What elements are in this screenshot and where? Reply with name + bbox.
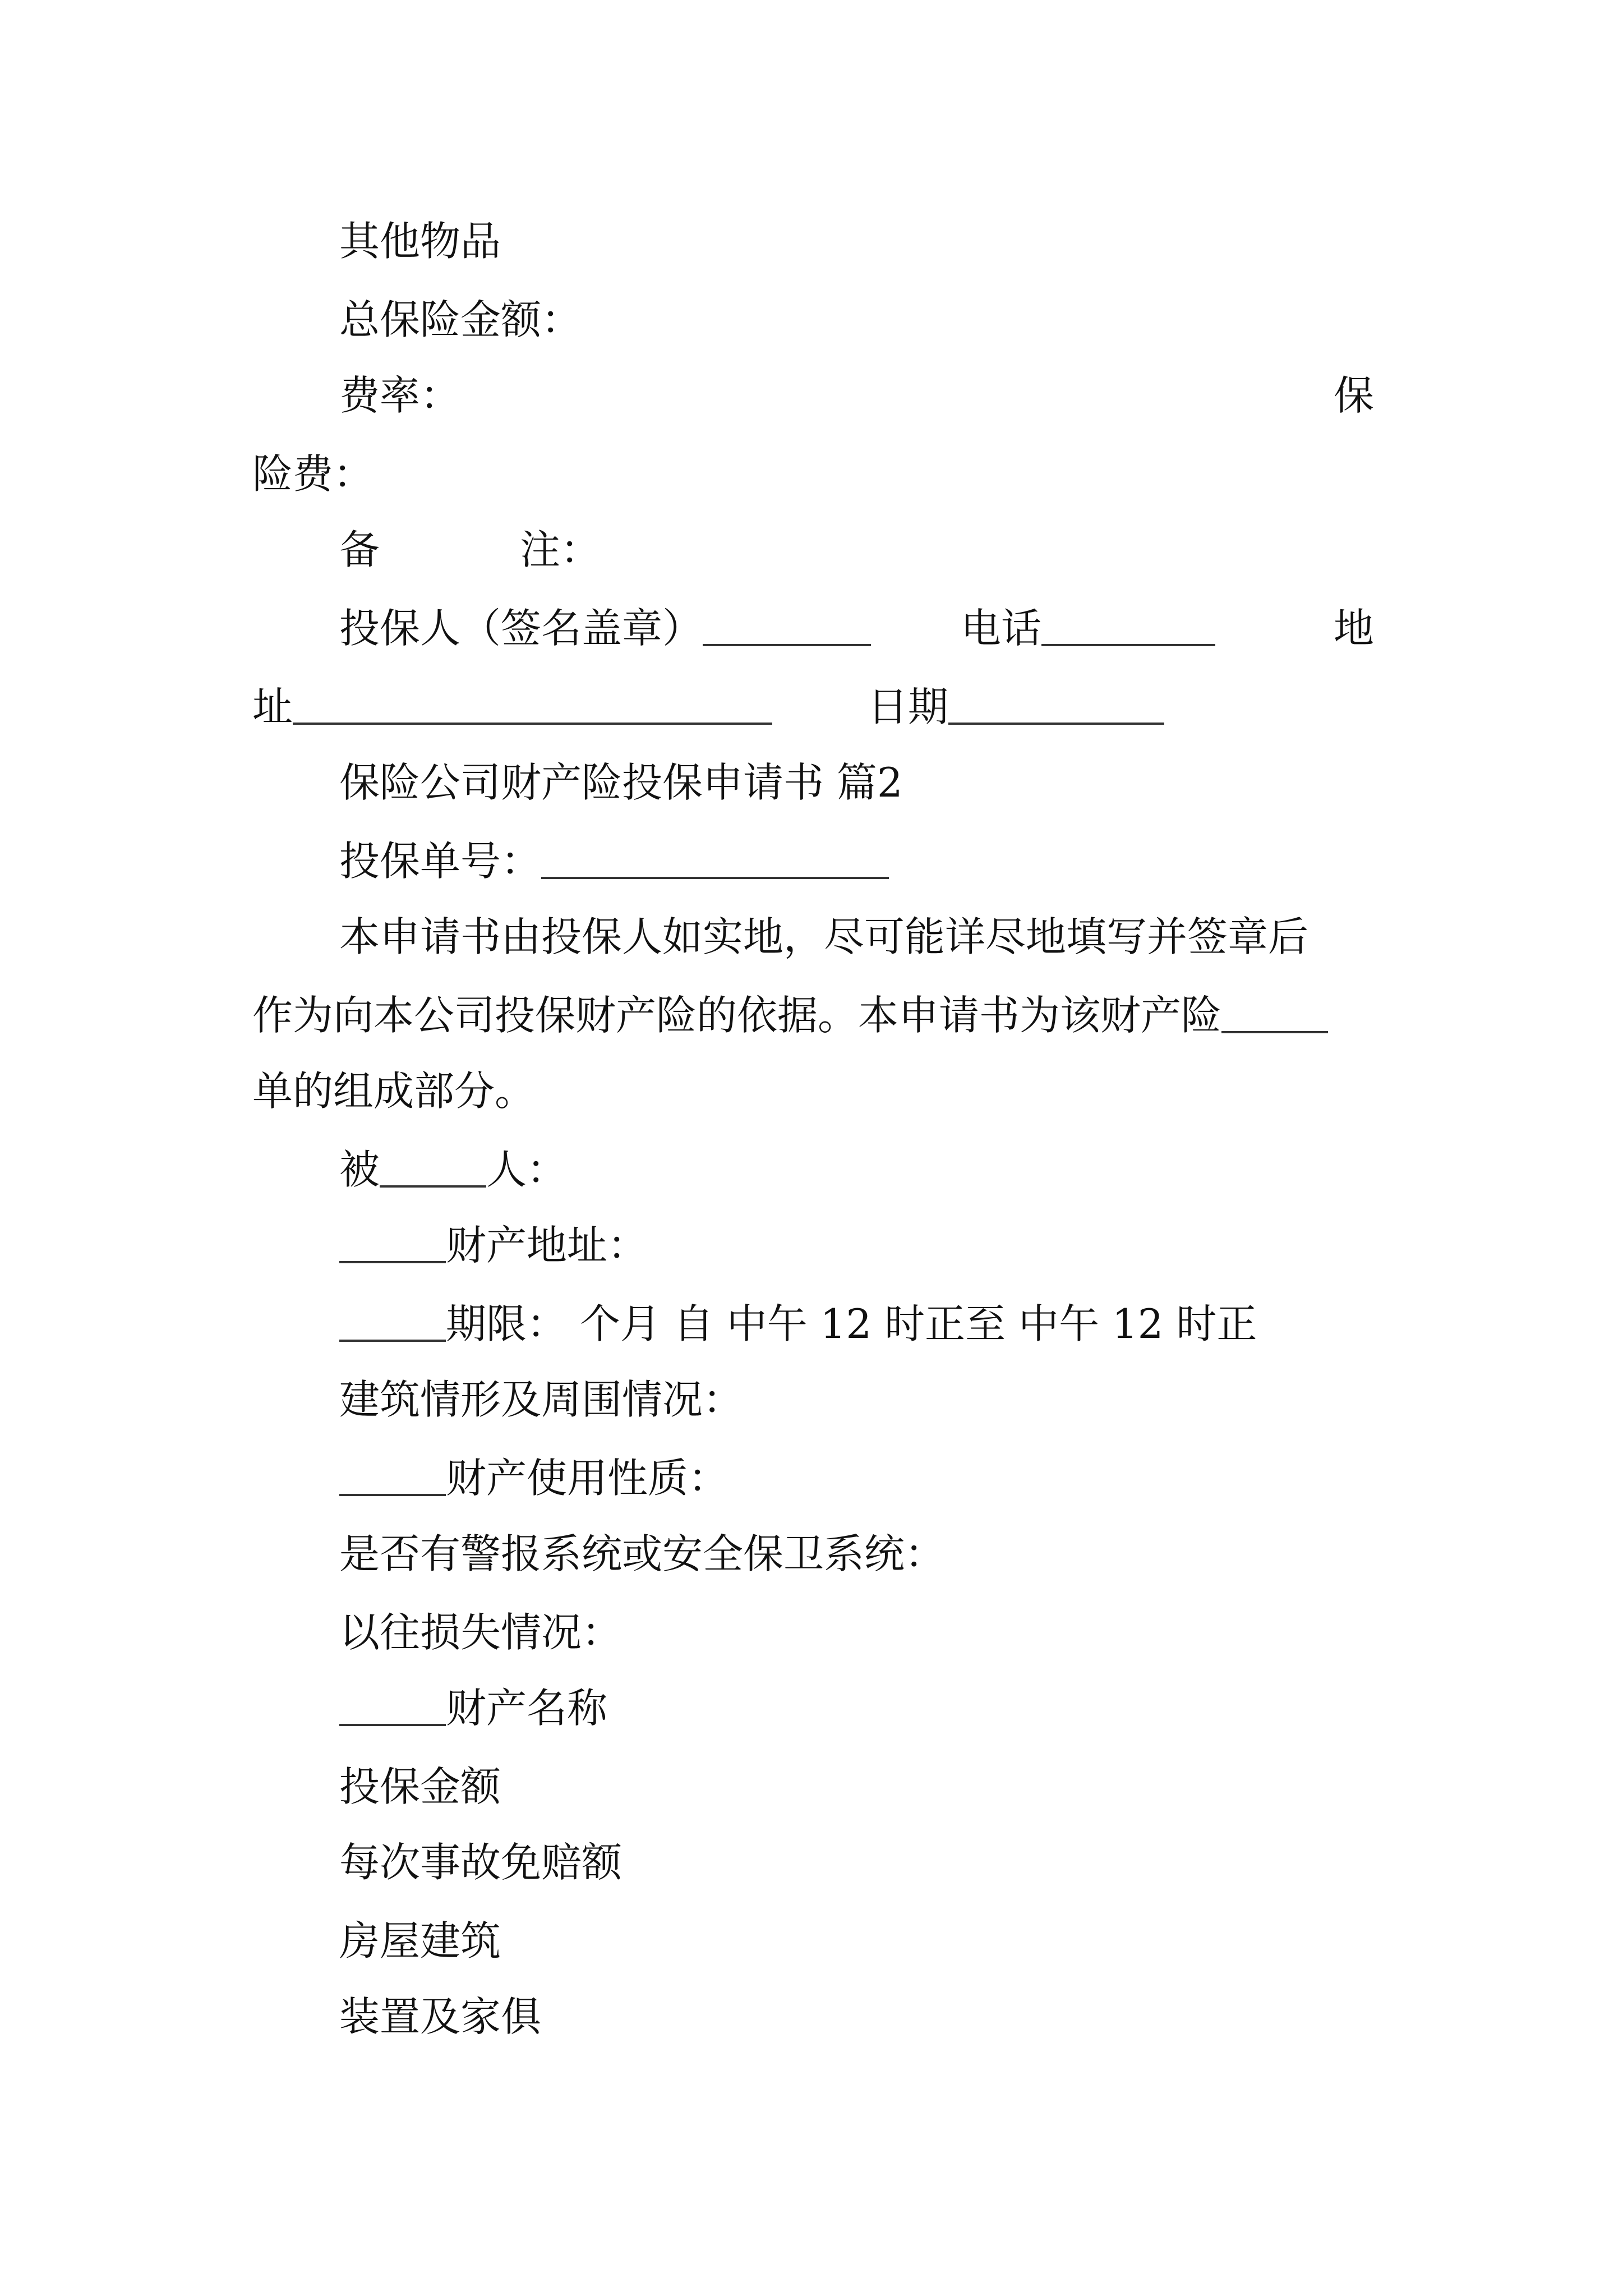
line-address xyxy=(252,679,1374,735)
blank-date xyxy=(948,679,1164,725)
text-address: 址 xyxy=(252,683,293,730)
line-deductible xyxy=(339,1834,1374,1890)
text-property-address: 财产地址： xyxy=(446,1222,648,1269)
line-applicant xyxy=(339,600,1374,656)
text-property-name: 财产名称 xyxy=(446,1685,608,1732)
text-phone: 电话 xyxy=(961,605,1042,652)
text-address-head: 地 xyxy=(1333,605,1374,652)
line-rate xyxy=(339,367,1374,424)
text-intro-1: 本申请书由投保人如实地，尽可能详尽地填写并签章后 xyxy=(339,913,1309,960)
blank-applicant xyxy=(703,600,871,646)
text-rate-label: 费率： xyxy=(339,372,461,419)
text-period: 期限： 个月 自 中午 12 时正至 中午 12 时正 xyxy=(446,1300,1257,1347)
line-premium xyxy=(252,446,1374,502)
line-intro-2 xyxy=(252,987,1374,1043)
text-intro-3: 单的组成部分。 xyxy=(252,1068,536,1115)
text-insured-a: 被 xyxy=(339,1146,380,1193)
line-title2 xyxy=(339,754,1374,811)
line-intro-1 xyxy=(339,909,1374,965)
line-insured-amount xyxy=(339,1759,1374,1815)
text-total-insured: 总保险金额： xyxy=(339,296,582,343)
line-alarm xyxy=(339,1526,1374,1582)
line-policy-no xyxy=(339,833,1374,889)
blank-intro xyxy=(1221,987,1328,1033)
blank-address xyxy=(293,679,772,725)
blank-property-address xyxy=(339,1217,446,1263)
line-fixtures xyxy=(339,1989,1374,2045)
line-intro-3 xyxy=(252,1063,1374,1119)
text-date: 日期 xyxy=(868,683,949,730)
blank-phone xyxy=(1041,600,1215,646)
text-premium: 险费： xyxy=(252,450,374,498)
blank-property-name xyxy=(339,1680,446,1726)
text-deductible: 每次事故免赔额 xyxy=(339,1839,623,1886)
text-applicant: 投保人（签名盖章） xyxy=(339,605,703,652)
text-house: 房屋建筑 xyxy=(339,1917,501,1964)
blank-usage xyxy=(339,1450,446,1496)
line-property-name xyxy=(339,1680,1374,1736)
text-usage: 财产使用性质： xyxy=(446,1455,729,1502)
text-insured-b: 人： xyxy=(486,1146,568,1193)
text-past-loss: 以往损失情况： xyxy=(339,1609,623,1656)
line-remark xyxy=(339,522,1374,578)
text-building: 建筑情形及周围情况： xyxy=(339,1376,744,1423)
text-alarm: 是否有警报系统或安全保卫系统： xyxy=(339,1530,946,1577)
text-remark-b: 注： xyxy=(520,526,601,573)
text-policy-no: 投保单号： xyxy=(339,838,542,885)
line-usage xyxy=(339,1450,1374,1506)
text-remark-a: 备 xyxy=(339,526,380,573)
text-other-items: 其他物品 xyxy=(339,218,501,265)
blank-insured xyxy=(380,1142,486,1188)
text-rate-right: 保 xyxy=(1333,372,1374,419)
blank-period xyxy=(339,1296,446,1342)
line-house xyxy=(339,1913,1374,1969)
text-fixtures: 装置及家俱 xyxy=(339,1993,542,2040)
blank-policy-no xyxy=(541,833,889,879)
line-property-address xyxy=(339,1217,1374,1273)
line-past-loss xyxy=(339,1604,1374,1660)
line-total-insured xyxy=(339,292,1374,348)
text-insured-amount: 投保金额 xyxy=(339,1763,501,1810)
line-other-items xyxy=(339,213,1374,269)
line-building xyxy=(339,1372,1374,1428)
section-title: 保险公司财产险投保申请书 篇2 xyxy=(339,759,903,806)
line-insured xyxy=(339,1142,1374,1198)
text-intro-2: 作为向本公司投保财产险的依据。本申请书为该财产险 xyxy=(252,992,1222,1039)
line-period xyxy=(339,1296,1374,1352)
